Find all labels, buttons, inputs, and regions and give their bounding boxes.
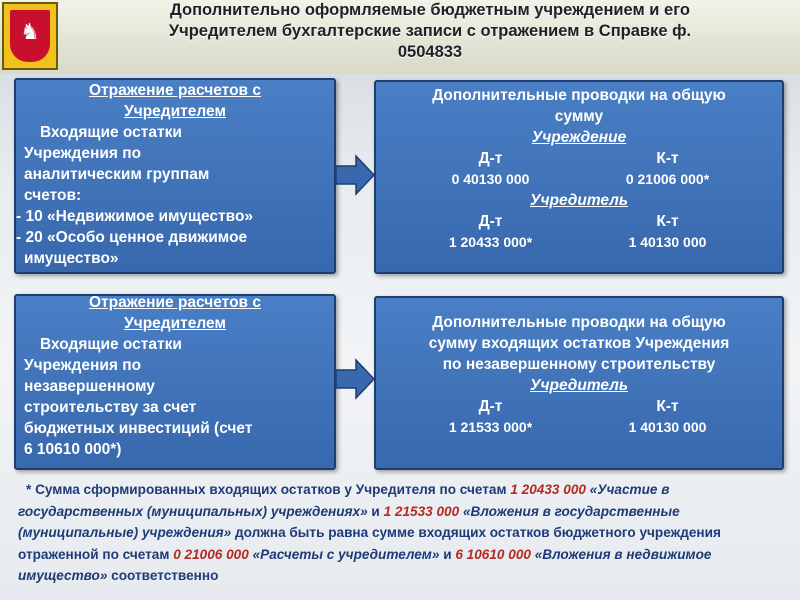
block2-left-line1: Входящие остатки bbox=[40, 336, 182, 353]
right-arrow-icon bbox=[336, 154, 376, 196]
block1-left-head-line1: Отражение расчетов с bbox=[89, 82, 261, 99]
block1-right-box bbox=[374, 80, 784, 274]
block1-left-heading bbox=[24, 80, 326, 122]
footnote-account-4: 6 10610 000 bbox=[455, 546, 531, 562]
footnote-account-4-name: «Вложения в недвижимое имущество» bbox=[18, 546, 712, 583]
title-line-3: 0504833 bbox=[397, 43, 463, 61]
block2-right-box bbox=[374, 296, 784, 470]
block1-right-line2: сумму bbox=[554, 108, 604, 125]
footnote-account-1-name: «Участие в государственных (муниципальных) учреждениях» bbox=[18, 482, 670, 519]
block2-left-head-line1: Отражение расчетов с bbox=[89, 294, 261, 311]
block1-left-line7: имущество» bbox=[24, 250, 119, 267]
footnote-account-2: 1 21533 000 bbox=[383, 503, 460, 519]
debit-label: Д-т bbox=[478, 213, 503, 230]
block1-left-line1: Входящие остатки bbox=[40, 124, 182, 141]
footnote-text-1: * Сумма сформированных входящих остатков у Учредителя по счетам bbox=[26, 482, 511, 497]
credit-label: К-т bbox=[656, 213, 679, 230]
debit-label: Д-т bbox=[478, 398, 503, 415]
footnote bbox=[18, 479, 794, 587]
block2-left-head-line2: Учредителем bbox=[124, 315, 226, 332]
block1-right-dtkt-row1 bbox=[382, 148, 776, 169]
block2-right-dtkt-row bbox=[382, 396, 776, 417]
block2-left-line6: 6 10610 000*) bbox=[24, 441, 122, 458]
block1-left-line3: аналитическим группам bbox=[24, 166, 210, 183]
footnote-text-3: должна быть равна сумме входящих остатков бюджетного учреждения отраженной по счетам bbox=[18, 525, 721, 562]
block1-left-line2: Учреждения по bbox=[24, 145, 142, 162]
title-line-2: Учредителем бухгалтерские записи с отражением в Справке ф. bbox=[168, 22, 692, 40]
debit-value: 1 21533 000* bbox=[448, 419, 533, 435]
credit-label: К-т bbox=[656, 150, 679, 167]
block2-left-heading bbox=[24, 292, 326, 334]
footnote-account-3: 0 21006 000 bbox=[173, 546, 249, 562]
block2-right-line2: сумму входящих остатков Учреждения bbox=[428, 335, 730, 352]
block2-left-line4: строительству за счет bbox=[24, 399, 197, 416]
block1-right-values-row1 bbox=[382, 169, 776, 190]
block1-right-values-row2 bbox=[382, 232, 776, 253]
moscow-coat-of-arms-icon bbox=[2, 2, 58, 70]
credit-value: 1 40130 000 bbox=[628, 419, 707, 435]
block1-left-line5: - 10 «Недвижимое имущество» bbox=[16, 208, 254, 225]
credit-label: К-т bbox=[656, 398, 679, 415]
footnote-account-2-name: «Вложения в государственные (муниципальные) учреждения» bbox=[18, 503, 680, 540]
block2-right-line1: Дополнительные проводки на общую bbox=[432, 314, 726, 331]
credit-value: 0 21006 000* bbox=[625, 171, 710, 187]
block2-right-values-row bbox=[382, 417, 776, 438]
block1-left-line4: счетов: bbox=[24, 187, 82, 204]
block2-left-line5: бюджетных инвестиций (счет bbox=[24, 420, 253, 437]
emblem-rider: ♞ bbox=[20, 20, 40, 45]
block1-right-dtkt-row2 bbox=[382, 211, 776, 232]
footnote-text-4: и bbox=[439, 546, 456, 562]
block1-left-box bbox=[14, 78, 336, 274]
block2-right-line3: по незавершенному строительству bbox=[442, 356, 716, 373]
footnote-text-5: соответственно bbox=[107, 568, 219, 583]
right-arrow-icon bbox=[336, 358, 376, 400]
block1-left-line6: - 20 «Особо ценное движимое bbox=[16, 229, 248, 246]
block2-left-body bbox=[24, 334, 326, 460]
debit-value: 1 20433 000* bbox=[448, 234, 533, 250]
credit-value: 1 40130 000 bbox=[628, 234, 707, 250]
debit-label: Д-т bbox=[478, 150, 503, 167]
block2-left-line2: Учреждения по bbox=[24, 357, 142, 374]
block1-right-subtitle-founder: Учредитель bbox=[529, 192, 629, 209]
block1-right-line1: Дополнительные проводки на общую bbox=[432, 87, 726, 104]
block2-left-line3: незавершенному bbox=[24, 378, 155, 395]
footnote-account-1: 1 20433 000 bbox=[510, 482, 586, 497]
block1-left-body bbox=[16, 122, 326, 269]
block2-right-subtitle-founder: Учредитель bbox=[529, 377, 629, 394]
debit-value: 0 40130 000 bbox=[451, 171, 530, 187]
block1-left-head-line2: Учредителем bbox=[124, 103, 226, 120]
title-line-1: Дополнительно оформляемые бюджетным учреждением и его bbox=[170, 1, 690, 19]
page-title bbox=[70, 0, 790, 63]
footnote-text-2: и bbox=[367, 503, 384, 519]
block2-left-box bbox=[14, 294, 336, 470]
footnote-account-3-name: «Расчеты с учредителем» bbox=[252, 546, 440, 562]
block1-right-subtitle-institution: Учреждение bbox=[531, 129, 627, 146]
